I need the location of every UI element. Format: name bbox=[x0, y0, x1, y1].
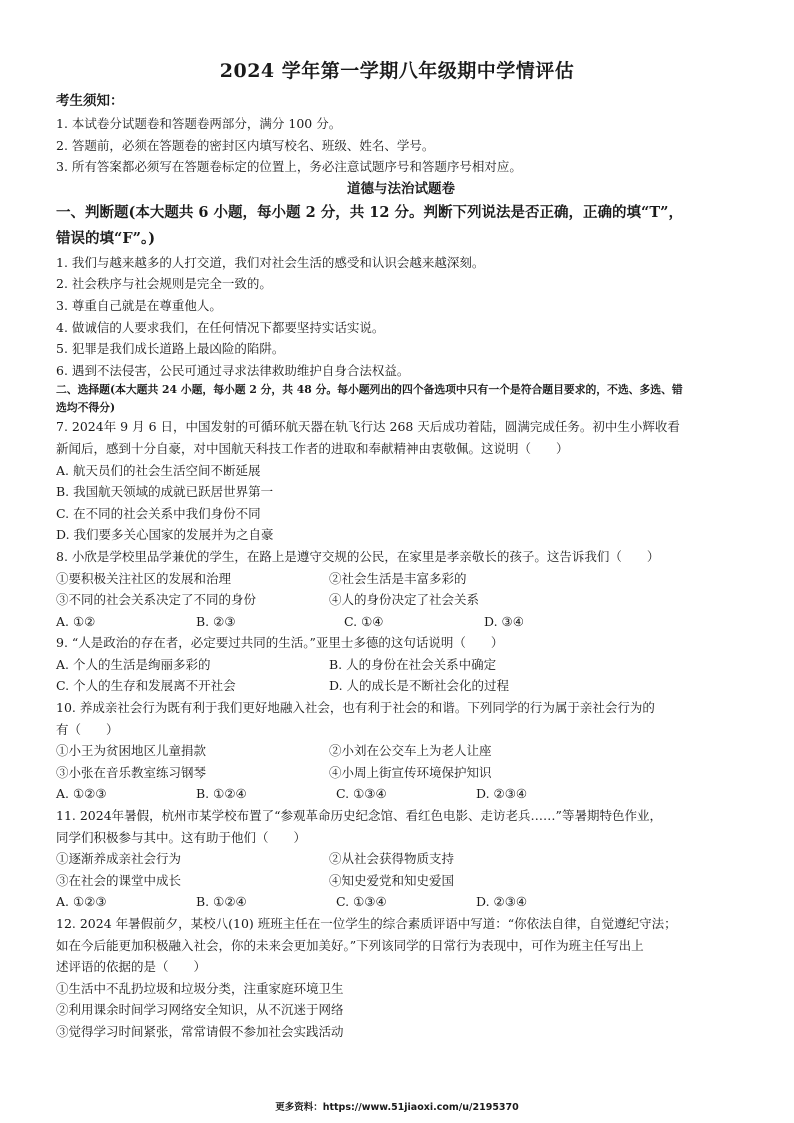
question-12-stem-cont: 如在今后能更加积极融入社会，你的未来会更加美好。”下列该同学的日常行为表现中，可作为班主任写出上 bbox=[56, 937, 644, 953]
judgement-item: 5. 犯罪是我们成长道路上最凶险的陷阱。 bbox=[56, 341, 285, 357]
statement: ③在社会的课堂中成长 bbox=[56, 872, 182, 888]
question-10-stem: 10. 养成亲社会行为既有利于我们更好地融入社会，也有利于社会的和谐。下列同学的行为属于亲社会行为的 bbox=[56, 700, 655, 716]
statement-row bbox=[56, 762, 746, 784]
statement: ①逐渐养成亲社会行为 bbox=[56, 851, 182, 867]
option: C. ①③④ bbox=[336, 786, 387, 802]
section1-heading-cont: 错误的填“F”。) bbox=[56, 229, 156, 247]
notice-item: 1. 本试卷分试题卷和答题卷两部分，满分 100 分。 bbox=[56, 116, 342, 131]
question-11-stem-cont: 同学们积极参与其中。这有助于他们（ ） bbox=[56, 829, 307, 845]
section1-heading: 一、判断题(本大题共 6 小题，每小题 2 分，共 12 分。判断下列说法是否正确，正确的填“T”， bbox=[56, 203, 683, 221]
options-row bbox=[56, 783, 746, 805]
option: C. ①④ bbox=[344, 613, 384, 629]
option: A. ①②③ bbox=[56, 894, 107, 910]
judgement-item: 1. 我们与越来越多的人打交道，我们对社会生活的感受和认识会越来越深刻。 bbox=[56, 254, 485, 270]
question-11-stem: 11. 2024年暑假，杭州市某学校布置了“参观革命历史纪念馆、看红色电影、走访老兵……”等暑期特色作业， bbox=[56, 808, 662, 824]
section2-heading: 二、选择题(本大题共 24 小题，每小题 2 分，共 48 分。每小题列出的四个备选项中只有一个是符合题目要求的，不选、多选、错 bbox=[56, 383, 683, 397]
option: D. ②③④ bbox=[476, 786, 528, 802]
statement: ④知史爱党和知史爱国 bbox=[329, 872, 455, 888]
options-row bbox=[56, 891, 746, 913]
option: A. 个人的生活是绚丽多彩的 bbox=[56, 656, 211, 672]
judgement-item: 3. 尊重自己就是在尊重他人。 bbox=[56, 297, 222, 313]
page-title: 2024 学年第一学期八年级期中学情评估 bbox=[219, 60, 575, 82]
option: C. 个人的生存和发展离不开社会 bbox=[56, 678, 236, 694]
statement: ③觉得学习时间紧张，常常请假不参加社会实践活动 bbox=[56, 1023, 344, 1039]
statement: ①小王为贫困地区儿童捐款 bbox=[56, 743, 207, 759]
option: D. ②③④ bbox=[476, 894, 528, 910]
option: D. 人的成长是不断社会化的过程 bbox=[329, 678, 510, 694]
option: B. ①②④ bbox=[196, 894, 247, 910]
notice-heading: 考生须知： bbox=[56, 93, 124, 109]
statement: ③不同的社会关系决定了不同的身份 bbox=[56, 592, 257, 608]
statement: ②从社会获得物质支持 bbox=[329, 851, 455, 867]
footer-link[interactable]: 更多资料：https://www.51jiaoxi.com/u/2195370 bbox=[275, 1102, 519, 1113]
options-row bbox=[56, 675, 746, 697]
statement-row bbox=[56, 848, 746, 870]
options-row bbox=[56, 611, 746, 633]
question-9-stem: 9. “人是政治的存在者，必定要过共同的生活。”亚里士多德的这句话说明（ ） bbox=[56, 635, 504, 651]
statement-row bbox=[56, 568, 746, 590]
judgement-item: 4. 做诚信的人要求我们，在任何情况下都要坚持实话实说。 bbox=[56, 319, 385, 335]
option: A. ①② bbox=[56, 613, 96, 629]
option: B. ①②④ bbox=[196, 786, 247, 802]
question-12-stem-cont: 述评语的依据的是（ ） bbox=[56, 959, 207, 975]
options-row bbox=[56, 654, 746, 676]
option: A. 航天员们的社会生活空间不断延展 bbox=[56, 462, 261, 478]
section2-heading-cont: 选均不得分) bbox=[56, 400, 116, 414]
judgement-item: 6. 遇到不法侵害，公民可通过寻求法律救助维护自身合法权益。 bbox=[56, 362, 410, 378]
exam-content bbox=[56, 90, 746, 1043]
question-8-stem: 8. 小欣是学校里品学兼优的学生，在路上是遵守交规的公民，在家里是孝亲敬长的孩子。这告诉我们（ ） bbox=[56, 548, 660, 564]
question-12-stem: 12. 2024 年暑假前夕，某校八(10) 班班主任在一位学生的综合素质评语中写道：“你依法自律，自觉遵纪守法； bbox=[56, 916, 677, 931]
notice-item: 2. 答题前，必须在答题卷的密封区内填写校名、班级、姓名、学号。 bbox=[56, 137, 435, 153]
statement-row bbox=[56, 870, 746, 892]
notice-item: 3. 所有答案都必须写在答题卷标定的位置上，务必注意试题序号和答题序号相对应。 bbox=[56, 159, 522, 175]
question-7-stem: 7. 2024年 9 月 6 日，中国发射的可循环航天器在轨飞行达 268 天后成功着陆，圆满完成任务。初中生小辉收看 bbox=[56, 419, 680, 435]
option: C. ①③④ bbox=[336, 894, 387, 910]
option: B. 人的身份在社会关系中确定 bbox=[329, 656, 497, 672]
option: D. 我们要多关心国家的发展并为之自豪 bbox=[56, 527, 274, 543]
option: A. ①②③ bbox=[56, 786, 107, 802]
statement: ①要积极关注社区的发展和治理 bbox=[56, 570, 232, 586]
statement: ③小张在音乐教室练习钢琴 bbox=[56, 764, 207, 780]
option: B. 我国航天领域的成就已跃居世界第一 bbox=[56, 484, 274, 500]
statement: ④人的身份决定了社会关系 bbox=[329, 592, 480, 608]
statement: ②小刘在公交车上为老人让座 bbox=[329, 743, 492, 759]
paper-subtitle: 道德与法治试题卷 bbox=[347, 180, 455, 197]
statement: ④小周上街宣传环境保护知识 bbox=[329, 764, 492, 780]
statement: ②社会生活是丰富多彩的 bbox=[329, 570, 467, 586]
option: C. 在不同的社会关系中我们身份不同 bbox=[56, 505, 261, 521]
judgement-item: 2. 社会秩序与社会规则是完全一致的。 bbox=[56, 276, 272, 292]
question-10-stem-cont: 有（ ） bbox=[56, 721, 119, 737]
option: D. ③④ bbox=[484, 613, 524, 629]
statement-row bbox=[56, 589, 746, 611]
statement-row bbox=[56, 740, 746, 762]
statement: ②利用课余时间学习网络安全知识，从不沉迷于网络 bbox=[56, 1002, 344, 1018]
question-7-stem-cont: 新闻后，感到十分自豪，对中国航天科技工作者的进取和奉献精神由衷敬佩。这说明（ ） bbox=[56, 440, 569, 456]
option: B. ②③ bbox=[196, 613, 236, 629]
statement: ①生活中不乱扔垃圾和垃圾分类，注重家庭环境卫生 bbox=[56, 980, 344, 996]
